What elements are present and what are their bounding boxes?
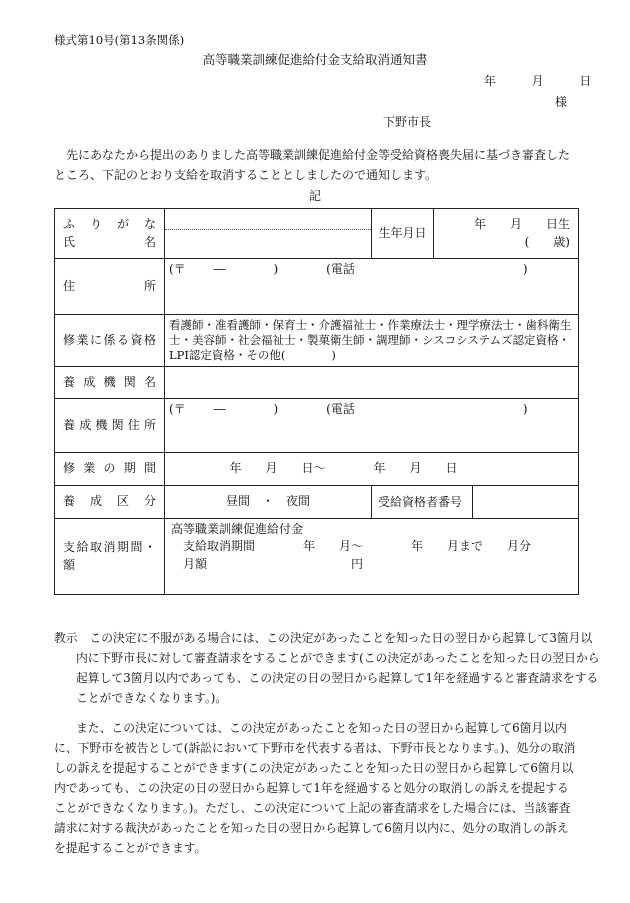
name-label-cell <box>55 209 165 259</box>
birth-value: 年 月 日生 <box>473 217 570 232</box>
issuer: 下野市長 <box>383 115 432 129</box>
row-qualification <box>55 315 579 367</box>
row-address <box>55 259 579 315</box>
institution-address-label: 養成機関住所 <box>55 399 165 453</box>
birth-field[interactable] <box>434 209 579 259</box>
age-value: ( 歳) <box>524 234 570 249</box>
intro-paragraph: 先にあなたから提出のありました高等職業訓練促進給付金等受給資格喪失届に基づき審査したところ、下記のとおり支給を取消することとしましたので通知します。 <box>54 148 571 182</box>
institution-address-field[interactable]: (〒 ― ) (電話 ) <box>165 399 579 453</box>
notice-appeal: 教示 この決定に不服がある場合には、この決定があったことを知った日の翌日から起算して3箇月以内に下野市長に対して審査請求をすることができます(この決定があったことを知った日の翌日から起算して3箇月以内であっても、この決定の日の翌日から起算して1年を経過すると審査請求をすることができなくなります。)。 <box>54 631 600 705</box>
name-label: 氏名 <box>63 234 156 249</box>
document-title: 高等職業訓練促進給付金支給取消通知書 <box>202 52 428 67</box>
form-number: 様式第10号(第13条関係) <box>54 33 185 47</box>
cancel-field[interactable] <box>165 519 579 595</box>
address-label: 住所 <box>55 259 165 315</box>
period-label: 修業の期間 <box>55 453 165 486</box>
category-label: 養成区分 <box>55 486 165 519</box>
institution-label: 養成機関名 <box>55 367 165 399</box>
period-field[interactable]: 年 月 日〜 年 月 日 <box>165 453 579 486</box>
furigana-label: ふりがな <box>63 217 156 232</box>
cancel-line-3: 月額 円 <box>183 556 364 571</box>
name-field[interactable] <box>165 209 372 259</box>
row-name <box>55 209 579 259</box>
row-category <box>55 486 579 519</box>
date-day: 日 <box>579 74 592 88</box>
row-institution <box>55 367 579 399</box>
row-cancel <box>55 519 579 595</box>
cancel-label: 支給取消期間・額 <box>55 519 165 595</box>
notice-lawsuit: また、この決定については、この決定があったことを知った日の翌日から起算して6箇月以内に、下野市を被告として(訴訟において下野市を代表する者は、下野市長となります。)、処分の取消しの訴えを提起することができます(この決定があったことを知った日の翌日から起算して6箇月以内であっても、この決定の日の翌日から起算して1年を経過すると処分の取消しの訴えを提起することができなくなります。)。ただし、この決定について上記の審査請求をした場合には、当該審査請求に対する裁決があったことを知った日の翌日から起算して6箇月以内に、処分の取消しの訴えを提起することができます。 <box>54 721 576 855</box>
date-line <box>484 72 591 90</box>
row-institution-address <box>55 399 579 453</box>
cancel-line-2: 支給取消期間 年 月〜 年 月まで 月分 <box>183 539 532 554</box>
birth-label: 生年月日 <box>372 209 434 259</box>
date-month: 月 <box>531 74 544 88</box>
ki-heading: 記 <box>308 189 321 203</box>
qualification-label: 修業に係る資格 <box>55 315 165 367</box>
recipient-number-label: 受給資格者番号 <box>372 486 473 518</box>
name-input-area[interactable] <box>165 230 371 258</box>
furigana-field[interactable] <box>165 209 371 230</box>
institution-field[interactable] <box>165 367 579 399</box>
cancel-line-1: 高等職業訓練促進給付金 <box>171 522 304 536</box>
row-period <box>55 453 579 486</box>
address-field[interactable]: (〒 ― ) (電話 ) <box>165 259 579 315</box>
recipient-number-cell <box>372 486 579 519</box>
form-table <box>54 208 579 595</box>
addressee-suffix: 様 <box>555 95 568 109</box>
recipient-number-field[interactable] <box>473 486 578 518</box>
date-year: 年 <box>484 74 497 88</box>
qualification-options[interactable]: 看護師・准看護師・保育士・介護福祉士・作業療法士・理学療法士・歯科衛生士・美容師・社会福祉士・製菓衛生師・調理師・シスコシステムズ認定資格・LPI認定資格・その他( ) <box>165 315 579 367</box>
category-options[interactable]: 昼間 ・ 夜間 <box>165 486 372 519</box>
